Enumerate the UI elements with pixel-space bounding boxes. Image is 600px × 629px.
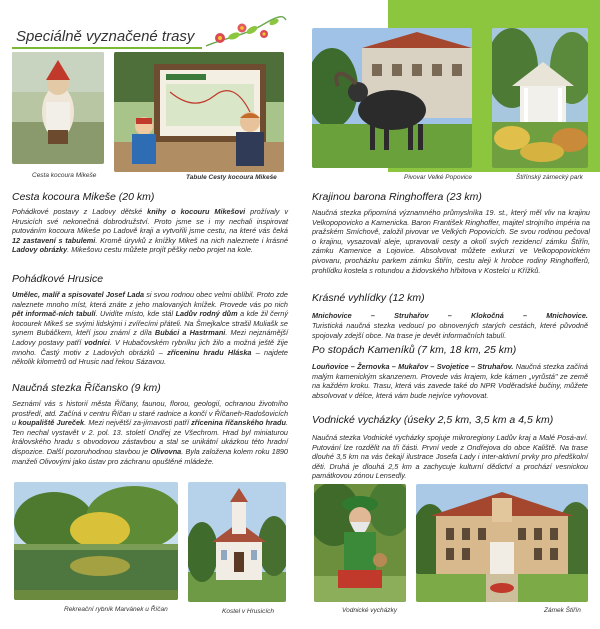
flower-branch-icon: [204, 16, 288, 50]
photo-pivovar-goat: [312, 28, 472, 168]
caption-mikes: Cesta kocoura Mikeše: [32, 172, 97, 179]
caption-pond: Rekreační rybník Marvánek u Říčan: [64, 606, 168, 613]
caption-stirin: Štiřínský zámecký park: [516, 174, 583, 181]
text-hrusice: Umělec, malíř a spisovatel Josef Lada si svou rodnou obec velmi oblíbil. Proto zde naleznete mnoho míst, která znáte z jeho malovaných knížek. Provede vás po nich pět informač-ních tabulí. Uvidíte místo, kde stál Ladův rodný dům a kde žil černý kocourek Mikeš se svými lidskými i zvířecími přáteli. Na Šmejkalce strašil Muliašk se synem Bubáčkem, kteří jsou známí z díla Bubáci a Hastrmani. Mezi nejznámější Ladovy postavy patří vodníci. V Hubačovském rybníku jich žilo a možná ještě žije mnoho. Častý motiv z Ladových obrázků – zříceninu hradu Hláska – najdete několik kilometrů od Hrusic nad řekou Sázavou.: [12, 290, 289, 367]
title-underline: [12, 47, 202, 49]
photo-vodnik: [314, 484, 406, 602]
photo-mikes-signboard: [114, 52, 284, 172]
text-mikes: Pohádkové postavy z Ladovy dětské knihy o kocouru Mikešovi prožívaly v Hrusicích své nekonečná dobrodružství. Proto jsme se i my nechali inspirovat putováním kocoura Mikeše po Ladově kraji a vytvořili jsme cestu, na které vás čeká 12 zastavení s tabulemi. Kromě úryvků z knížky Mikeš na nich naleznete i krásné Ladovy obrázky. Mikešovu cestu můžete projít pěšky nebo projet na kole.: [12, 207, 288, 255]
text-vyhlidky: Turistická naučná stezka vedoucí po obnovených starých cestách, které původně spojovaly zdejší obce. Na trase je devět informačních tabulí.: [312, 321, 588, 340]
caption-vodnik: Vodnické vycházky: [342, 607, 398, 614]
caption-pivovar: Pivovar Velké Popovice: [404, 174, 473, 181]
photo-hrusice-church: [188, 482, 286, 602]
text-ricansko: Seznámí vás s historií města Říčany, faunou, florou, geologií, ochranou životního prostředí, atd. Začíná v centru Říčan u staré radnice a končí v Říčaneh-Radošovicích u koupaliště Jureček. Mezi největší za-jímavosti patří zřícenina říčanského hradu. Ten nechal vystavět v 2. pol. 13. století Ondřej ze Všechrom. Hrad byl miniaturou královského hradu s obvodovou zástavbou a stal se unikátní ukázkou této hradní dispozice. Další pozoruhodnou stavbou je Olivovna. Byla založena kolem roku 1890 manželi Olivovými jako ústav pro záchranu opuštěné mládeže.: [12, 399, 288, 466]
text-ringhoffer: Naučná stezka připomíná významného průmyslníka 19. st., který měl vliv na krajinu Velkopopovicko a Kamenicka. Baron František Ringhoffer, majitel strojního impéria na pražském Smíchově, založil pivovar ve Velkých Popovicích. Se svou rodinou pečoval o krajinu, vysazovali aleje, upravovali cesty a okolí svých rezidencí zámku Štiřín, zámku Kamenice a Lojovice. Absolvovat můžete exkurzi ve Velkopopovickém pivovaru, procházku parkem zámku Štiřín, cestu aleji k hrobce rodiny Ringhofferů, prohlídku kostela s rotundou a židovského hřbitova v Kostelci u Křížků.: [312, 208, 590, 275]
caption-signboard: Tabule Cesty kocoura Mikeše: [186, 174, 277, 181]
heading-kamenik: Po stopách Kameníků (7 km, 18 km, 25 km): [312, 344, 517, 356]
caption-church: Kostel v Hrusicích: [222, 608, 275, 615]
heading-vyhlidky: Krásné vyhlídky (12 km): [312, 292, 425, 304]
photo-stirin-park: [492, 28, 588, 168]
heading-ricansko: Naučná stezka Říčansko (9 km): [12, 382, 161, 394]
text-kamenik: Louňovice – Žernovka – Mukařov – Svojetice – Struhařov. Naučná stezka začíná malým kamenickým skanzenem. Provede vás krajem, kde kámen „vyrůstá" ze země na každém kroku. Trasu, která vás zavede také do NPR Voděradské bučiny, můžete absolvovat v délce, která vám bude nejvíce vyhovovat.: [312, 362, 588, 400]
photo-marvanek-pond: [14, 482, 178, 600]
photo-stirin-chateau: [416, 484, 588, 602]
text-vodnicke: Naučná stezka Vodnické vycházky spojuje mikroregiony Ladův kraj a Malé Posá-aví. Putování lze rozdělit na tři části. První vede z Ondřejova do obce Kaliště. Na trase dlouhé 3,5 km na vás čekají ilustrace Josefa Lady i inter-aktivní prvky pro předškolní děti. Druhá je dlouhá 2,5 km a zachycuje kulturní dědictví a prochází vesnickou památkovou zónou Lensedly.: [312, 433, 588, 481]
heading-vodnicke: Vodnické vycházky (úseky 2,5 km, 3,5 km a 4,5 km): [312, 414, 554, 426]
heading-ringhoffer: Krajinou barona Ringhoffera (23 km): [312, 191, 482, 203]
heading-mikes: Cesta kocoura Mikeše (20 km): [12, 191, 155, 203]
photo-mikes-statue: [12, 52, 104, 164]
page-title: Speciálně vyznačené trasy: [16, 28, 195, 45]
caption-chateau: Zámek Štiřín: [544, 607, 581, 614]
heading-hrusice: Pohádkové Hrusice: [12, 273, 104, 285]
route-vyhlidky: Mnichovice – Struhařov – Klokočná – Mnichovice.: [312, 311, 588, 320]
